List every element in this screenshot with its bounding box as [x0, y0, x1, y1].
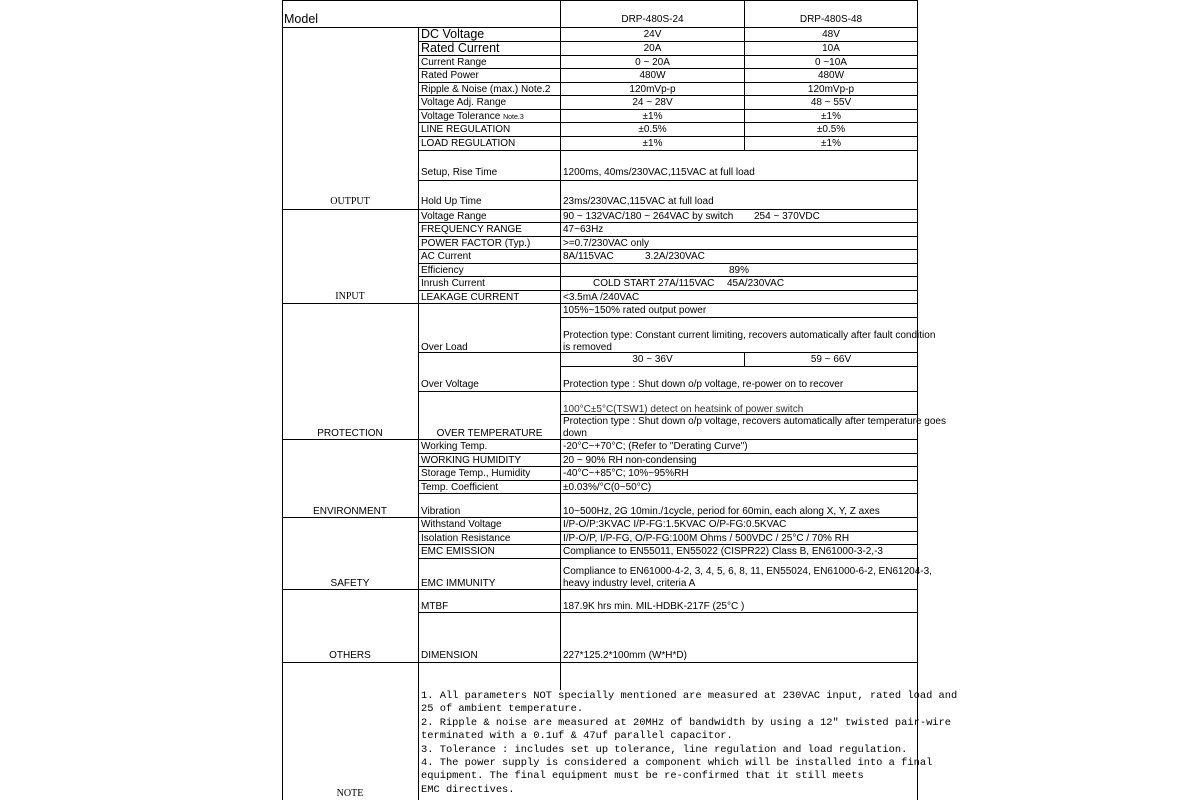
input-row-value: <3.5mA /240VAC: [563, 292, 640, 303]
note-line: 2. Ripple & noise are measured at 20MHz of bandwidth by using a 12" twisted pair-wire: [421, 716, 952, 729]
output-row-label: DC Voltage: [421, 27, 485, 41]
hline: [560, 366, 918, 367]
note-line: 3. Tolerance : includes set up tolerance, line regulation and load regulation.: [421, 743, 908, 756]
note-line: EMC directives.: [421, 783, 515, 796]
hline: [418, 531, 918, 532]
input-row-value-2: 45A/230VAC: [727, 278, 785, 289]
hline: [418, 352, 918, 353]
border-left: [282, 0, 283, 800]
output-row-value-1: ±0.5%: [638, 124, 667, 135]
environment-row-value: 20 ~ 90% RH non-condensing: [563, 455, 697, 466]
input-row-label: Inrush Current: [421, 278, 485, 289]
output-row-label: Voltage Tolerance Note.3: [421, 111, 524, 122]
output-row-value-2: ±0.5%: [816, 124, 846, 135]
category-safety: SAFETY: [330, 578, 370, 589]
hline: [418, 136, 918, 137]
hline: [418, 82, 918, 83]
model-col-1: DRP-480S-24: [621, 14, 684, 25]
output-row-value-1: ±1%: [642, 138, 663, 149]
category-note: NOTE: [336, 788, 364, 799]
holdup-label: Hold Up Time: [421, 196, 482, 207]
hline: [418, 55, 918, 56]
output-row-value-2: 0 ~10A: [815, 57, 847, 68]
setup-label: Setup, Rise Time: [421, 167, 498, 178]
border-right: [917, 0, 918, 800]
input-row-label: LEAKAGE CURRENT: [421, 292, 520, 303]
output-row-label: Current Range: [421, 57, 487, 68]
mtbf-value: 187.9K hrs min. MIL-HDBK-217F (25°C ): [563, 601, 745, 612]
immunity-value-a: Compliance to EN61000-4-2, 3, 4, 5, 6, 8, 11, EN55024, EN61000-6-2, EN61204-3,: [563, 566, 932, 577]
input-row-label: AC Current: [421, 251, 472, 262]
hline: [418, 263, 918, 264]
border-top: [282, 0, 918, 1]
environment-row-label: Temp. Coefficient: [421, 482, 499, 493]
input-row-label: POWER FACTOR (Typ.): [421, 238, 531, 249]
overload-value-2a: Protection type: Constant current limiting, recovers automatically after fault condition: [563, 330, 936, 341]
input-row-value: COLD START 27A/115VAC: [593, 278, 715, 289]
hline: [282, 662, 918, 663]
environment-row-label: Storage Temp., Humidity: [421, 468, 531, 479]
immunity-label: EMC IMMUNITY: [421, 578, 496, 589]
output-row-value-1: 20A: [643, 43, 662, 54]
mtbf-label: MTBF: [421, 601, 449, 612]
environment-row-value: -20°C~+70°C; (Refer to "Derating Curve"): [563, 441, 748, 452]
input-row-label: Voltage Range: [421, 211, 487, 222]
output-row-value-1: 24V: [643, 29, 662, 40]
note-line: 4. The power supply is considered a component which will be installed into a final: [421, 757, 933, 770]
output-row-value-1: 120mVp-p: [629, 84, 676, 95]
safety-row-value: I/P-O/P, I/P-FG, O/P-FG:100M Ohms / 500VDC / 25°C / 70% RH: [563, 533, 850, 544]
ot-value-2a: Protection type : Shut down o/p voltage, recovers automatically after temperature goes: [563, 416, 946, 427]
environment-row-value: ±0.03%/°C(0~50°C): [563, 482, 652, 493]
overload-value-1: 105%~150% rated output power: [563, 305, 707, 316]
hline: [282, 27, 918, 28]
ot-value-2b: down: [563, 428, 587, 439]
hline: [418, 290, 918, 291]
input-row-value-2: 254 ~ 370VDC: [754, 211, 820, 222]
category-output: OUTPUT: [330, 196, 370, 207]
hline: [418, 180, 918, 181]
note-text: [421, 690, 957, 797]
output-row-value-1: 480W: [639, 70, 666, 81]
input-row-label: FREQUENCY RANGE: [421, 224, 522, 235]
output-row-label: Rated Power: [421, 70, 479, 81]
output-row-value-2: ±1%: [821, 138, 841, 149]
dimension-value: 227*125.2*100mm (W*H*D): [563, 650, 687, 661]
ov-desc: Protection type : Shut down o/p voltage, re-power on to recover: [563, 379, 844, 390]
output-row-value-2: 48 ~ 55V: [810, 97, 852, 108]
environment-row-label: WORKING HUMIDITY: [421, 455, 521, 466]
hline: [418, 453, 918, 454]
hline: [418, 391, 918, 392]
hline: [418, 109, 918, 110]
hline: [418, 150, 918, 151]
setup-value: 1200ms, 40ms/230VAC,115VAC at full load: [563, 167, 755, 178]
output-row-label: Voltage Adj. Range: [421, 97, 507, 108]
output-row-value-2: 120mVp-p: [807, 84, 855, 95]
hline: [560, 317, 918, 318]
output-row-label: LOAD REGULATION: [421, 138, 516, 149]
input-row-value: >=0.7/230VAC only: [563, 238, 649, 249]
output-row-value-1: ±1%: [642, 111, 663, 122]
output-row-value-2: 480W: [817, 70, 845, 81]
safety-row-label: Isolation Resistance: [421, 533, 511, 544]
output-row-label: Ripple & Noise (max.) Note.2: [421, 84, 551, 95]
output-row-label: Rated Current: [421, 41, 500, 55]
input-row-value: 47~63Hz: [563, 224, 604, 235]
category-environment: ENVIRONMENT: [313, 506, 387, 517]
safety-row-label: EMC EMISSION: [421, 546, 495, 557]
hline: [418, 558, 918, 559]
overload-value-2b: is removed: [563, 342, 612, 353]
output-row-value-1: 24 ~ 28V: [632, 97, 673, 108]
note-reference: Note.3: [503, 114, 524, 121]
overtemp-label: OVER TEMPERATURE: [436, 428, 543, 439]
note-line: 1. All parameters NOT specially mentioned are measured at 230VAC input, rated load and: [421, 690, 958, 702]
hline: [418, 480, 918, 481]
input-row-value: 89%: [728, 265, 749, 276]
safety-row-value: Compliance to EN55011, EN55022 (CISPR22) Class B, EN61000-3-2,-3: [563, 546, 883, 557]
dimension-label: DIMENSION: [421, 650, 478, 661]
ov-value-2: 59 ~ 66V: [810, 354, 852, 365]
vibration-value: 10~500Hz, 2G 10min./1cycle, period for 60min, each along X, Y, Z axes: [563, 506, 880, 517]
hline: [282, 209, 918, 210]
output-row-value-2: ±1%: [821, 111, 841, 122]
output-row-label: LINE REGULATION: [421, 124, 511, 135]
holdup-value: 23ms/230VAC,115VAC at full load: [563, 196, 714, 207]
hline: [418, 236, 918, 237]
environment-row-label: Working Temp.: [421, 441, 488, 452]
overvoltage-label: Over Voltage: [421, 379, 479, 390]
input-row-value-2: 3.2A/230VAC: [645, 251, 705, 262]
category-input: INPUT: [335, 291, 365, 302]
input-row-value: 8A/115VAC: [563, 251, 614, 262]
vibration-label: Vibration: [421, 506, 461, 517]
note-line: terminated with a 0.1uf & 47uf parallel capacitor.: [421, 730, 733, 743]
category-others: OTHERS: [329, 650, 371, 661]
output-row-value-2: 48V: [822, 29, 840, 40]
category-divider: [418, 27, 419, 800]
model-col-2: DRP-480S-48: [799, 14, 863, 25]
category-protection: PROTECTION: [317, 428, 383, 439]
note-line: equipment. The final equipment must be re-confirmed that it still meets: [421, 770, 864, 783]
model-label: Model: [284, 12, 319, 26]
note-line: 25 of ambient temperature.: [421, 703, 584, 716]
ov-value-1: 30 ~ 36V: [632, 354, 673, 365]
immunity-value-b: heavy industry level, criteria A: [563, 578, 696, 589]
input-row-label: Efficiency: [421, 265, 464, 276]
overload-label: Over Load: [421, 342, 468, 353]
ot-value-1: 100°C±5°C(TSW1) detect on heatsink of power switch: [563, 404, 804, 415]
safety-row-value: I/P-O/P:3KVAC I/P-FG:1.5KVAC O/P-FG:0.5KVAC: [563, 519, 787, 530]
output-row-value-1: 0 ~ 20A: [635, 57, 670, 68]
input-row-value: 90 ~ 132VAC/180 ~ 264VAC by switch: [563, 211, 734, 222]
safety-row-label: Withstand Voltage: [421, 519, 502, 530]
environment-row-value: -40°C~+85°C; 10%~95%RH: [563, 468, 689, 479]
spec-sheet: [282, 0, 958, 800]
output-row-value-2: 10A: [822, 43, 840, 54]
